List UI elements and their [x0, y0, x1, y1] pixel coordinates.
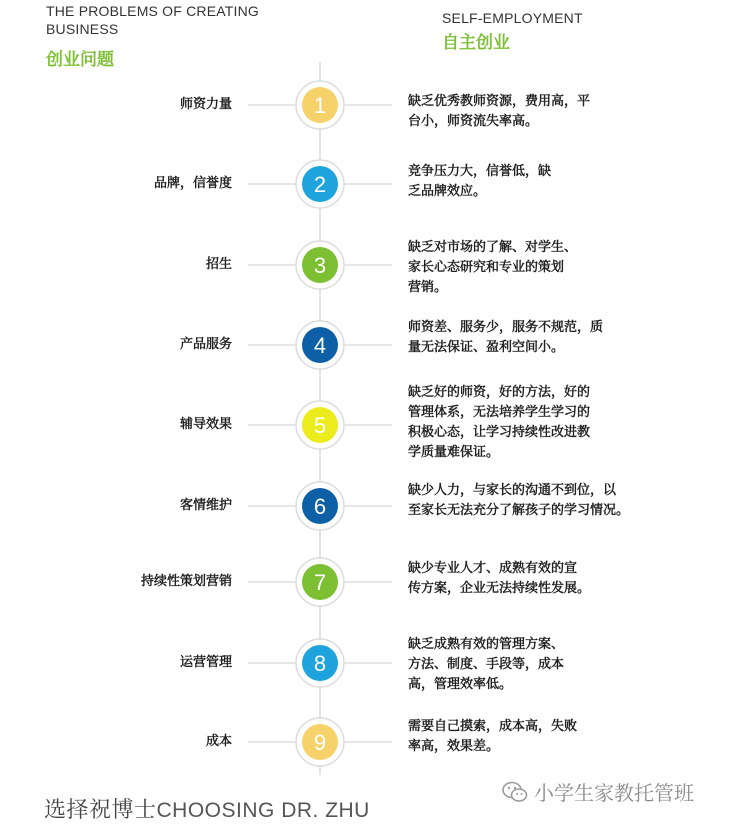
step-number: 2	[313, 172, 327, 197]
description-line: 师资差、服务少，服务不规范，质	[408, 320, 604, 335]
description-line: 至家长无法充分了解孩子的学习情况。	[408, 503, 630, 518]
right-header-en: SELF-EMPLOYMENT	[442, 10, 583, 26]
description-line: 缺乏对市场的了解、对学生、	[408, 240, 578, 255]
problem-description	[408, 238, 648, 298]
problem-description	[408, 717, 648, 757]
problem-label: 辅导效果	[179, 417, 232, 432]
problem-description	[408, 481, 648, 521]
problem-label: 客情维护	[179, 498, 232, 513]
step-number: 6	[313, 494, 327, 519]
description-line: 缺少人力，与家长的沟通不到位，以	[408, 483, 617, 498]
description-line: 管理体系，无法培养学生学习的	[408, 405, 591, 420]
problem-label: 品牌，信誉度	[153, 176, 232, 191]
left-header-cn: 创业问题	[46, 50, 114, 70]
wechat-icon	[502, 781, 528, 803]
problem-description	[408, 559, 648, 599]
problem-label: 运营管理	[179, 655, 232, 670]
right-header-cn: 自主创业	[442, 33, 510, 53]
problem-description	[408, 162, 648, 202]
watermark-text: 小学生家教托管班	[534, 781, 694, 805]
problem-description	[408, 635, 648, 695]
description-line: 台小，师资流失率高。	[408, 114, 539, 129]
problem-label: 成本	[205, 734, 232, 749]
problem-description	[408, 318, 648, 358]
footer-slogan-cn: 选择祝博士	[44, 798, 157, 823]
step-number: 4	[313, 333, 327, 358]
step-number: 7	[313, 570, 327, 595]
problem-label: 产品服务	[179, 337, 232, 352]
description-line: 营销。	[408, 280, 448, 295]
description-line: 缺乏好的师资，好的方法，好的	[408, 385, 591, 400]
footer-slogan-en: CHOOSING DR. ZHU	[156, 799, 370, 822]
description-line: 量无法保证、盈利空间小。	[408, 340, 565, 355]
problem-label: 持续性策划营销	[140, 574, 232, 589]
problem-label: 师资力量	[179, 97, 232, 112]
description-line: 乏品牌效应。	[408, 184, 487, 199]
description-line: 传方案，企业无法持续性发展。	[408, 581, 591, 596]
step-number: 1	[313, 93, 327, 118]
description-line: 缺乏优秀教师资源，费用高，平	[408, 94, 591, 109]
step-number: 3	[313, 253, 327, 278]
description-line: 竞争压力大，信誉低，缺	[408, 164, 552, 179]
step-number: 9	[313, 730, 327, 755]
description-line: 学质量难保证。	[408, 445, 500, 460]
left-header-en: THE PROBLEMS OF CREATING BUSINESS	[46, 3, 260, 37]
problem-label: 招生	[205, 257, 232, 272]
description-line: 方法、制度、手段等，成本	[408, 657, 565, 672]
problem-description	[408, 383, 648, 463]
description-line: 缺少专业人才、成熟有效的宣	[408, 561, 578, 576]
footer-slogan	[44, 793, 370, 824]
step-number: 8	[313, 651, 327, 676]
step-number: 5	[313, 413, 327, 438]
problem-description	[408, 92, 648, 132]
description-line: 高，管理效率低。	[408, 677, 513, 692]
description-line: 缺乏成熟有效的管理方案、	[408, 637, 565, 652]
watermark	[502, 777, 694, 806]
description-line: 积极心态，让学习持续性改进教	[408, 425, 591, 440]
description-line: 需要自己摸索，成本高，失败	[408, 719, 578, 734]
description-line: 率高，效果差。	[408, 739, 500, 754]
description-line: 家长心态研究和专业的策划	[408, 260, 565, 275]
